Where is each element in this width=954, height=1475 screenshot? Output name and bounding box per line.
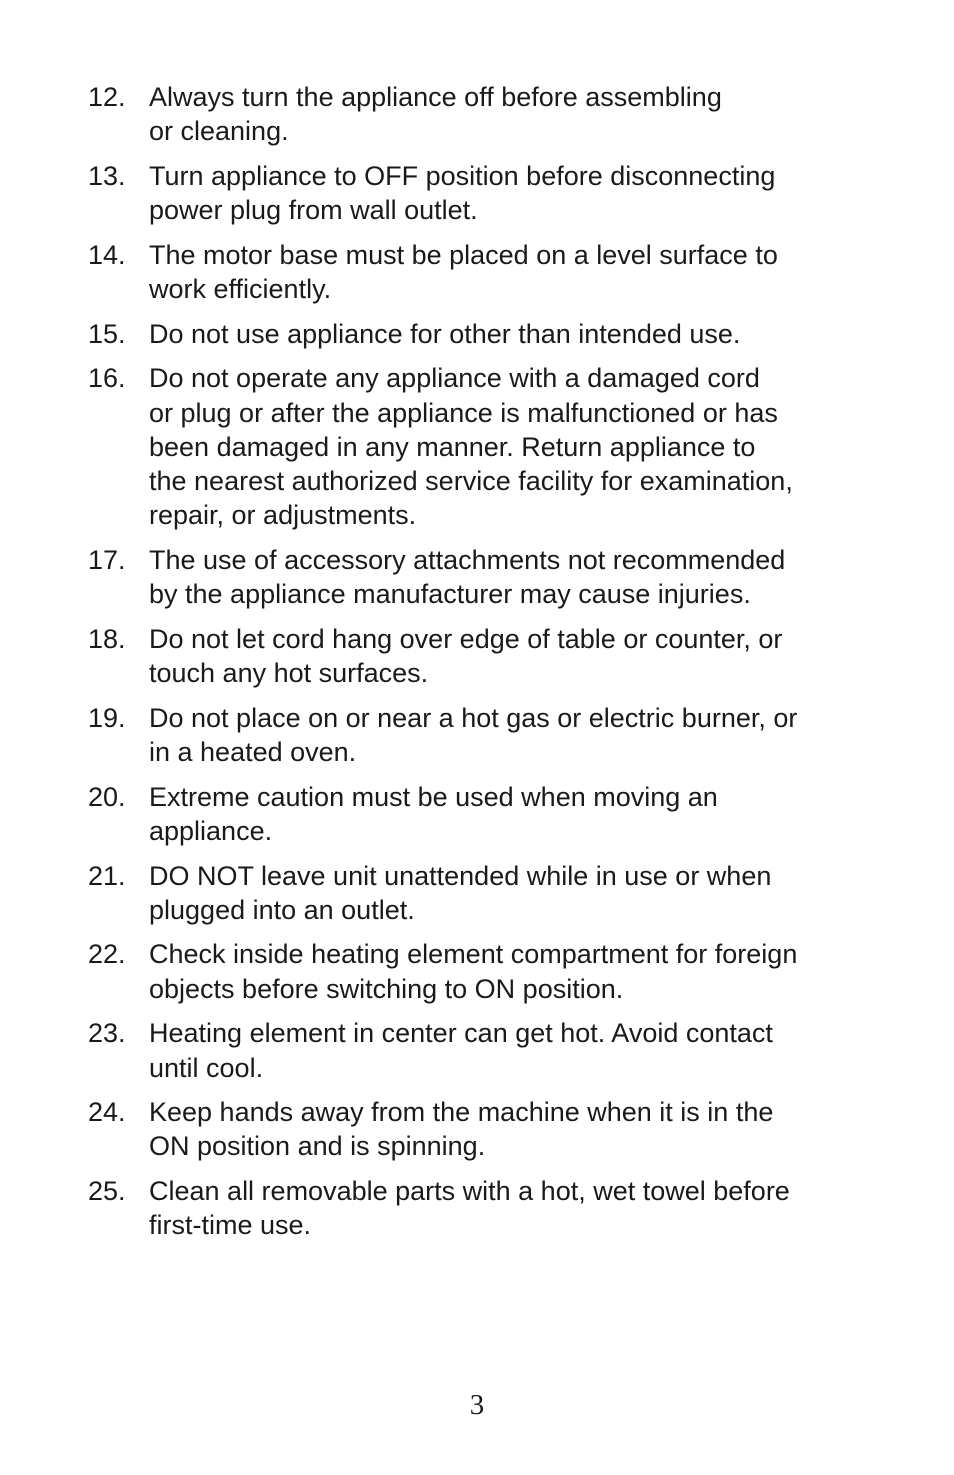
item-text <box>149 937 868 1005</box>
item-text-line: objects before switching to ON position. <box>149 973 624 1004</box>
item-text-line: Turn appliance to OFF position before disconnecting <box>149 160 776 191</box>
list-item <box>88 238 868 306</box>
item-text <box>149 361 868 532</box>
item-text-line: Always turn the appliance off before assembling <box>149 82 722 112</box>
list-item <box>88 1016 868 1084</box>
list-item <box>88 780 868 848</box>
list-item <box>88 80 868 148</box>
item-text-line: Do not let cord hang over edge of table or counter, or <box>149 623 783 654</box>
item-text-line: The motor base must be placed on a level surface to <box>149 239 778 270</box>
list-item <box>88 937 868 1005</box>
item-text-line: Clean all removable parts with a hot, wet towel before <box>149 1176 790 1207</box>
item-text-line: ON position and is spinning. <box>149 1131 486 1162</box>
item-number: 21. <box>88 860 126 891</box>
item-text <box>149 1095 868 1163</box>
item-text <box>149 80 868 148</box>
item-number: 24. <box>88 1097 126 1128</box>
item-text-line: in a heated oven. <box>149 736 357 767</box>
item-text-line: Check inside heating element compartment for foreign <box>149 939 798 970</box>
item-text <box>149 780 868 848</box>
item-number: 15. <box>88 318 126 349</box>
item-text-line: appliance. <box>149 815 273 846</box>
item-text-line: Do not use appliance for other than intended use. <box>149 318 741 349</box>
list-item <box>88 543 868 611</box>
item-text-line: touch any hot surfaces. <box>149 658 429 689</box>
item-text-line: work efficiently. <box>149 274 332 305</box>
list-item <box>88 701 868 769</box>
item-text-line: or cleaning. <box>149 116 289 147</box>
item-text <box>149 159 868 227</box>
item-number: 23. <box>88 1018 126 1049</box>
item-text <box>149 622 868 690</box>
item-text-line: the nearest authorized service facility for examination, <box>149 466 793 497</box>
item-text <box>149 1016 868 1084</box>
list-item <box>88 159 868 227</box>
safety-instructions-list <box>88 80 868 1253</box>
list-item <box>88 859 868 927</box>
item-text <box>149 317 868 351</box>
item-text-line: Do not place on or near a hot gas or electric burner, or <box>149 702 798 733</box>
list-item <box>88 622 868 690</box>
item-text-line: plugged into an outlet. <box>149 894 415 925</box>
item-number: 22. <box>88 939 126 970</box>
item-number: 25. <box>88 1176 126 1207</box>
item-text-line: first-time use. <box>149 1210 312 1241</box>
item-number: 16. <box>88 363 126 394</box>
item-text <box>149 543 868 611</box>
item-number: 12. <box>88 82 126 112</box>
item-number: 14. <box>88 239 126 270</box>
item-text-line: been damaged in any manner. Return appliance to <box>149 431 756 462</box>
item-text-line: power plug from wall outlet. <box>149 195 478 226</box>
item-text-line: DO NOT leave unit unattended while in use or when <box>149 860 772 891</box>
item-text-line: Do not operate any appliance with a damaged cord <box>149 363 760 394</box>
page-number: 3 <box>469 1389 485 1421</box>
list-item <box>88 317 868 351</box>
item-text-line: or plug or after the appliance is malfunctioned or has <box>149 397 778 428</box>
item-text-line: until cool. <box>149 1052 264 1083</box>
item-number: 18. <box>88 623 126 654</box>
item-number: 17. <box>88 544 126 575</box>
item-text-line: The use of accessory attachments not recommended <box>149 544 786 575</box>
item-number: 13. <box>88 160 126 191</box>
item-number: 19. <box>88 702 126 733</box>
item-text-line: repair, or adjustments. <box>149 500 417 531</box>
list-item <box>88 1095 868 1163</box>
item-text-line: by the appliance manufacturer may cause injuries. <box>149 579 751 610</box>
item-text-line: Heating element in center can get hot. Avoid contact <box>149 1018 773 1049</box>
item-text-line: Extreme caution must be used when moving an <box>149 781 718 812</box>
item-text <box>149 1174 868 1242</box>
item-number: 20. <box>88 781 126 812</box>
item-text-line: Keep hands away from the machine when it is in the <box>149 1097 774 1128</box>
list-item <box>88 1174 868 1242</box>
item-text <box>149 701 868 769</box>
item-text <box>149 859 868 927</box>
item-text <box>149 238 868 306</box>
list-item <box>88 361 868 532</box>
